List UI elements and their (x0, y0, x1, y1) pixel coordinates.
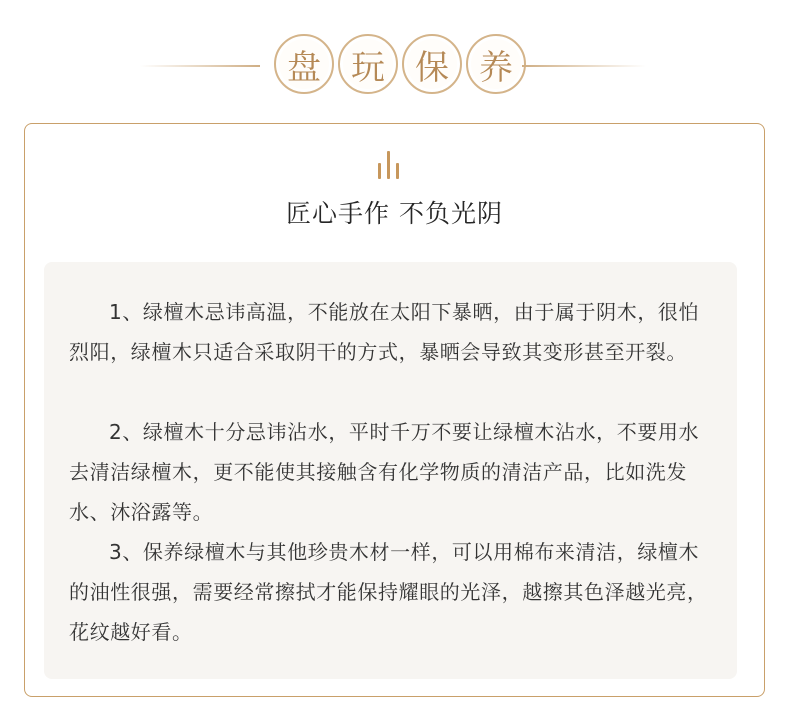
brand-mark-icon (375, 151, 403, 179)
section-title (274, 34, 526, 94)
title-char-circle: 玩 (338, 34, 398, 94)
section-title-row (0, 30, 790, 102)
title-decor-line-right (522, 65, 646, 67)
content-box (44, 262, 737, 679)
title-char-circle: 保 (402, 34, 462, 94)
care-paragraph: 2、绿檀木十分忌讳沾水，平时千万不要让绿檀木沾水，不要用水去清洁绿檀木，更不能使其接触含有化学物质的清洁产品，比如洗发水、沐浴露等。 (69, 420, 700, 524)
care-paragraph: 1、绿檀木忌讳高温，不能放在太阳下暴晒，由于属于阴木，很怕烈阳，绿檀木只适合采取阴干的方式，暴晒会导致其变形甚至开裂。 (69, 300, 700, 364)
title-decor-line-left (140, 65, 260, 67)
title-char-circle: 盘 (274, 34, 334, 94)
care-paragraph: 3、保养绿檀木与其他珍贵木材一样，可以用棉布来清洁，绿檀木的油性很强，需要经常擦拭才能保持耀眼的光泽，越擦其色泽越光亮，花纹越好看。 (69, 540, 708, 644)
care-card (24, 123, 765, 697)
title-char-circle: 养 (466, 34, 526, 94)
card-subtitle: 匠心手作 不负光阴 (286, 199, 503, 228)
